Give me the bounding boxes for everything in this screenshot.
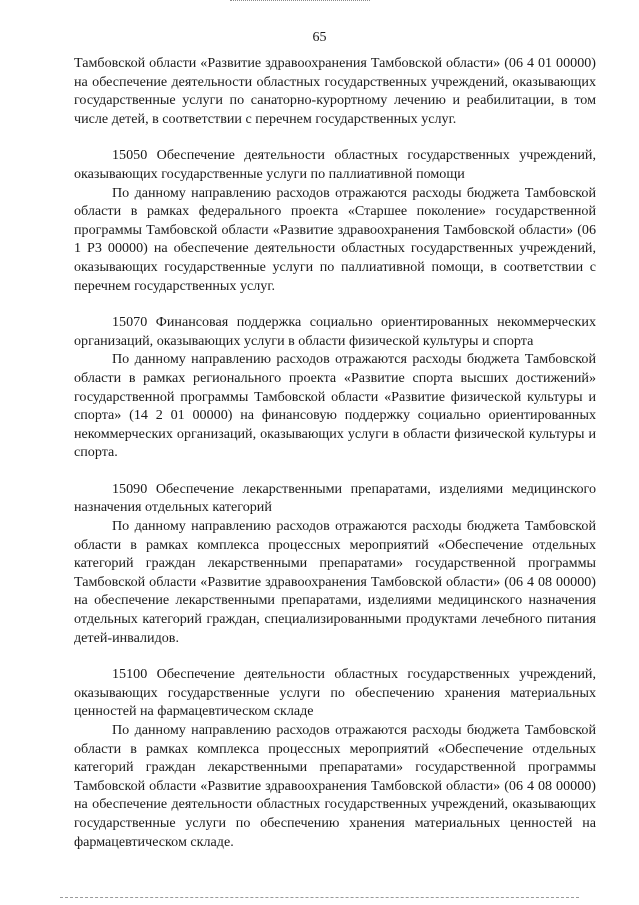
paragraph-continuation: Тамбовской области «Развитие здравоохранения Тамбовской области» (06 4 01 00000) на обеспечение деятельности областных государственных учреждений, оказывающих государственные услуги по санаторно-курортному лечению и реабилитации, в том числе детей, в соответствии с перечнем государственных услуг. — [74, 55, 596, 127]
section-body-15070: По данному направлению расходов отражаются расходы бюджета Тамбовской области в рамках регионального проекта «Развитие спорта высших достижений» государственной программы Тамбовской области «Развитие физической культуры и спорта» (14 2 01 00000) на финансовую поддержку социально ориентированных некоммерческих организаций, оказывающих услуги в области физической культуры и спорта. — [74, 351, 596, 461]
section-gap — [74, 128, 596, 146]
section-heading-15090: 15090 Обеспечение лекарственными препаратами, изделиями медицинского назначения отдельных категорий — [74, 480, 596, 516]
page-number: 65 — [312, 30, 327, 45]
document-body — [74, 54, 596, 851]
section-body-15090: По данному направлению расходов отражаются расходы бюджета Тамбовской области в рамках комплекса процессных мероприятий «Обеспечение отдельных категорий граждан лекарственными препаратами» государственной программы Тамбовской области «Развитие здравоохранения Тамбовской области» (06 4 08 00000) на обеспечение лекарственными препаратами, изделиями медицинского назначения отдельных категорий граждан, специализированными продуктами лечебного питания детей-инвалидов. — [74, 518, 596, 646]
section-body-15050: По данному направлению расходов отражаются расходы бюджета Тамбовской области в рамках федерального проекта «Старшее поколение» государственной программы Тамбовской области «Развитие здравоохранения Тамбовской области» (06 1 Р3 00000) на обеспечение деятельности областных государственных учреждений, оказывающих государственные услуги по паллиативной помощи, в соответствии с перечнем государственных услуг. — [74, 184, 596, 294]
section-gap — [74, 295, 596, 313]
scan-bottom-mark — [60, 897, 579, 900]
section-heading-15100: 15100 Обеспечение деятельности областных государственных учреждений, оказывающих государственные услуги по обеспечению хранения материальных ценностей на фармацевтическом складе — [74, 666, 596, 720]
scan-top-mark — [230, 0, 370, 4]
section-gap — [74, 647, 596, 665]
section-body-15100: По данному направлению расходов отражаются расходы бюджета Тамбовской области в рамках комплекса процессных мероприятий «Обеспечение отдельных категорий граждан лекарственными препаратами» государственной программы Тамбовской области «Развитие здравоохранения Тамбовской области» (06 4 08 00000) на обеспечение деятельности областных государственных учреждений, оказывающих государственные услуги по обеспечению хранения материальных ценностей на фармацевтическом складе. — [74, 722, 596, 850]
section-gap — [74, 462, 596, 480]
section-heading-15070: 15070 Финансовая поддержка социально ориентированных некоммерческих организаций, оказывающих услуги в области физической культуры и спорта — [74, 314, 596, 349]
section-heading-15050: 15050 Обеспечение деятельности областных государственных учреждений, оказывающих государственные услуги по паллиативной помощи — [74, 147, 596, 182]
